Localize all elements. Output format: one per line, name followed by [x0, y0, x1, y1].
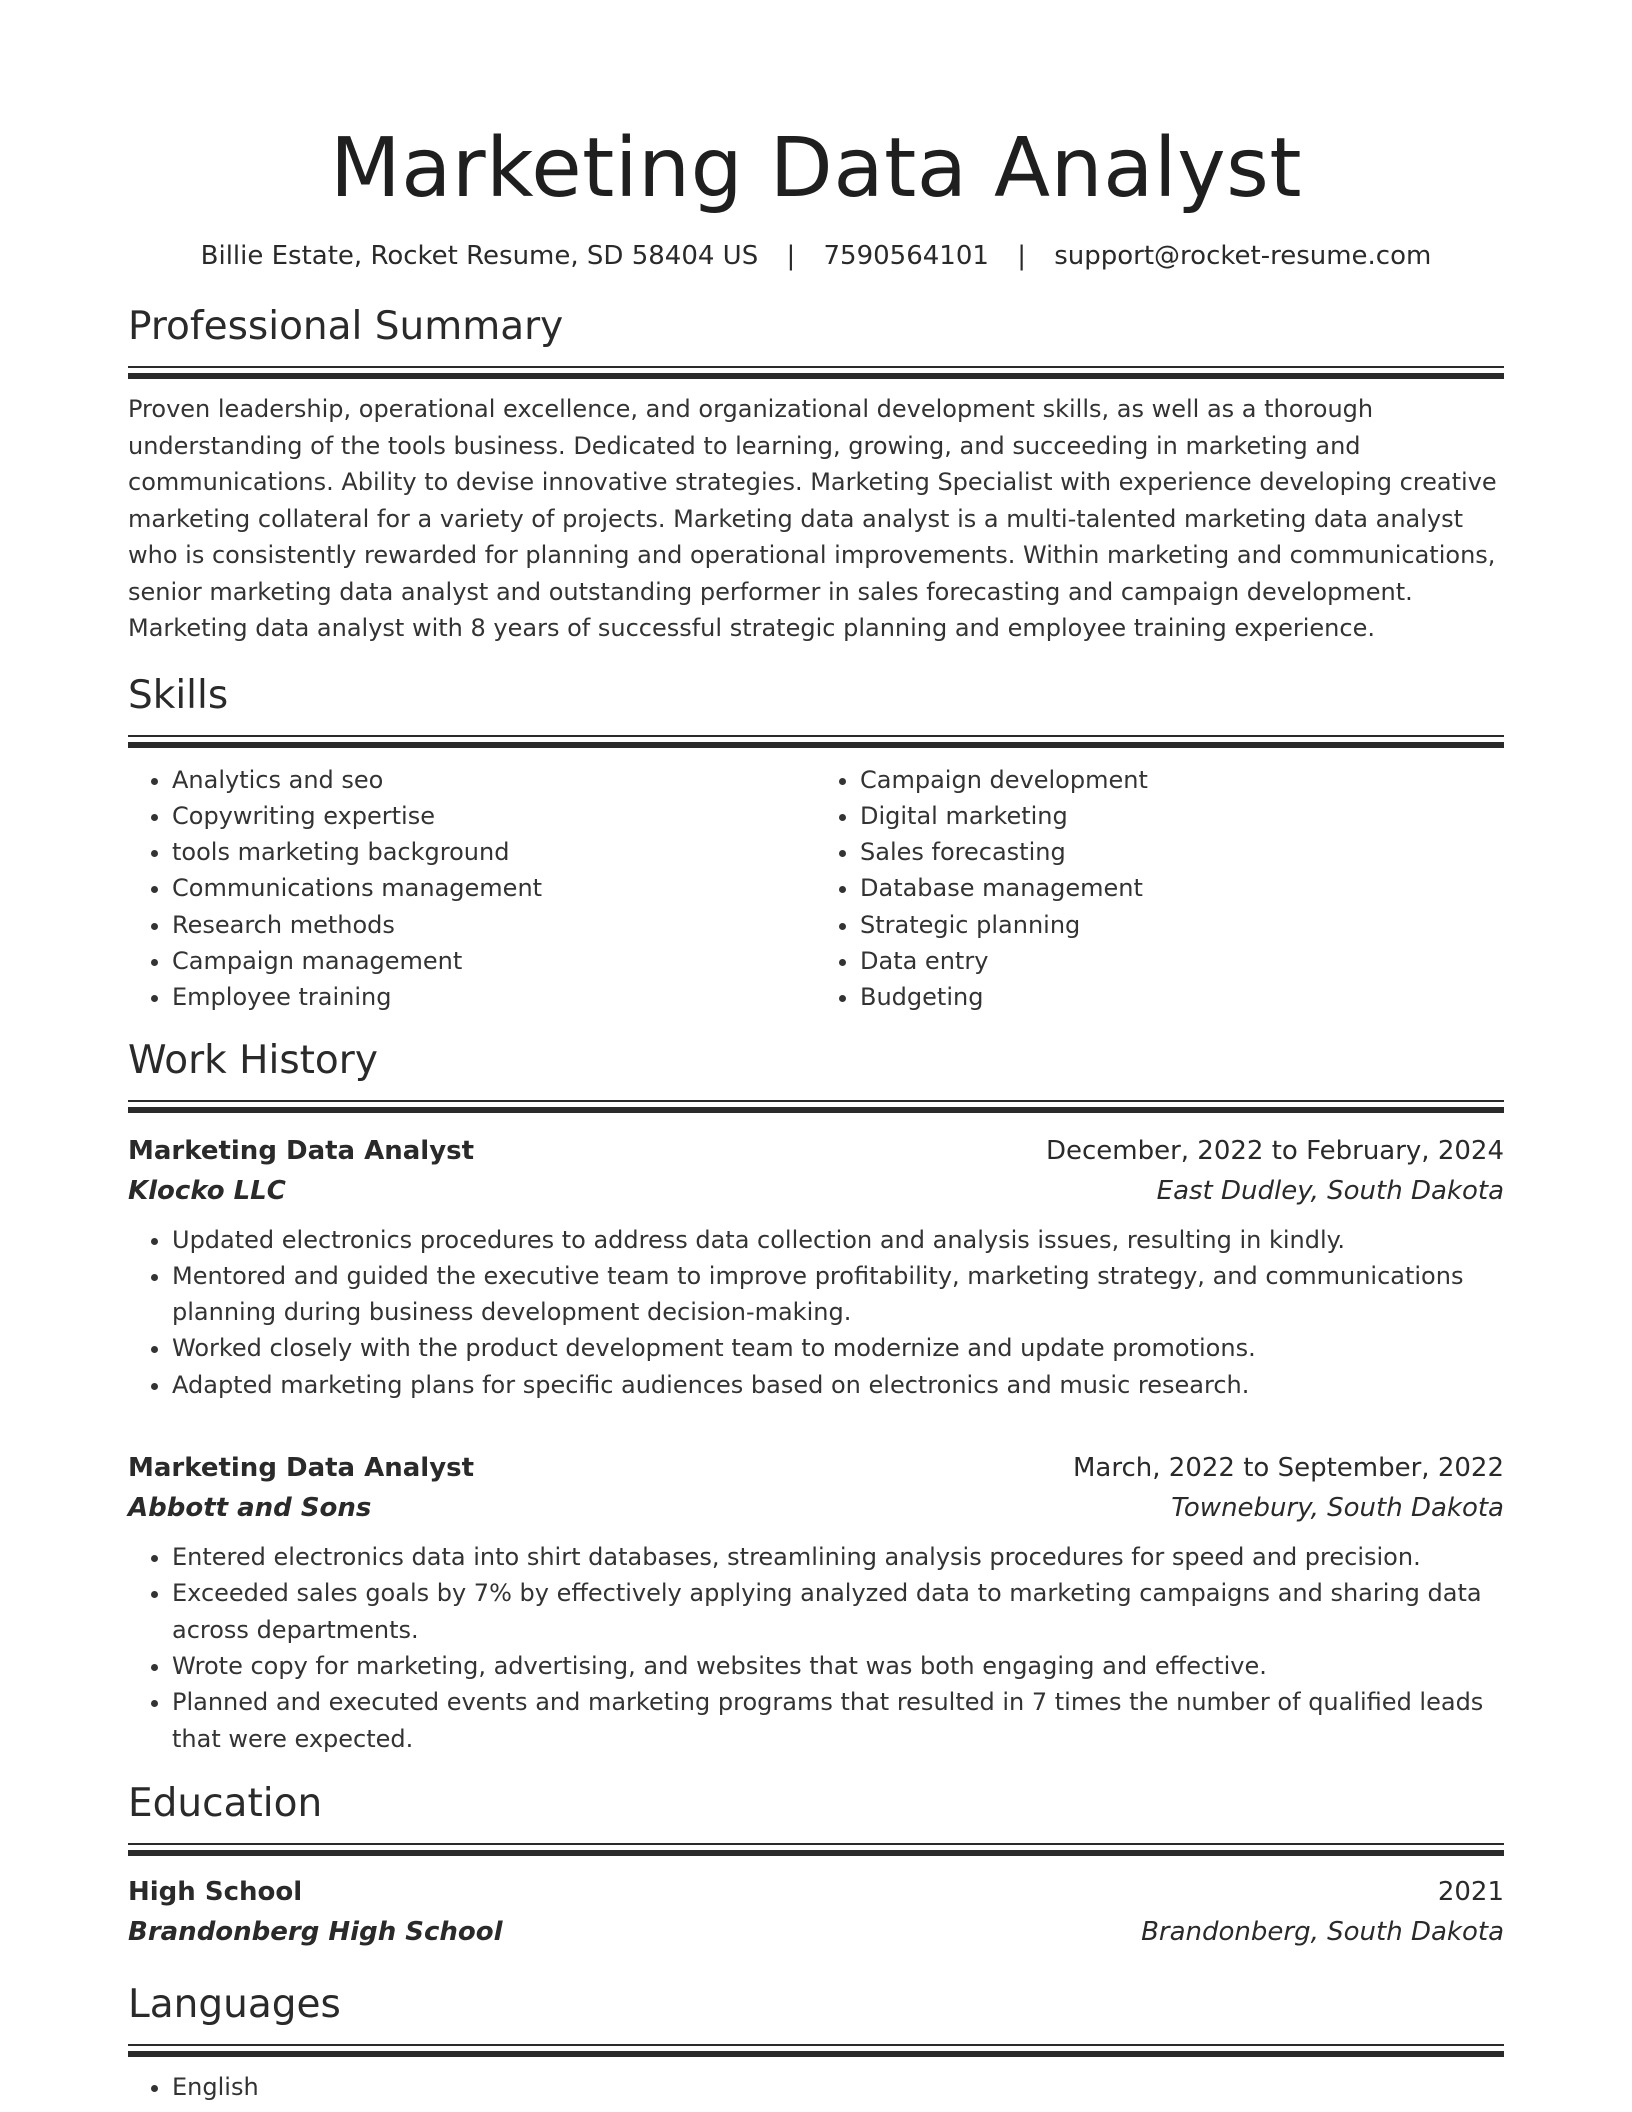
education-header-row — [128, 1872, 1504, 1912]
skills-section — [128, 671, 1504, 1016]
contact-separator: | — [1017, 241, 1026, 271]
contact-address: Billie Estate, Rocket Resume, SD 58404 US — [200, 241, 759, 271]
job-title: Marketing Data Analyst — [128, 1135, 475, 1166]
skill-item: • Strategic planning — [860, 907, 1504, 943]
job-bullet: • Mentored and guided the executive team to improve profitability, marketing strategy, and communications planning during business development decision-making. — [172, 1258, 1504, 1331]
contact-phone: 7590564101 — [823, 241, 989, 271]
skill-item: • tools marketing background — [172, 834, 816, 870]
skill-item: • Employee training — [172, 979, 816, 1015]
section-divider — [128, 1100, 1504, 1113]
job-bullet: • Worked closely with the product development team to modernize and update promotions. — [172, 1330, 1504, 1366]
education-entry — [128, 1872, 1504, 1952]
job-company-row — [128, 1171, 1504, 1211]
job-location: Townebury, South Dakota — [1171, 1493, 1504, 1524]
education-year: 2021 — [1437, 1876, 1504, 1907]
summary-text: Proven leadership, operational excellence, and organizational development skills, as well as a thorough understanding of the tools business. Dedicated to learning, growing, and succeeding in marketing and communications. Ability to devise innovative strategies. Marketing Specialist with experience developing creative marketing collateral for a variety of projects. Marketing data analyst is a multi-talented marketing data analyst who is consistently rewarded for planning and operational improvements. Within marketing and communications, senior marketing data analyst and outstanding performer in sales forecasting and campaign development. Marketing data analyst with 8 years of successful strategic planning and employee training experience. — [128, 395, 1497, 642]
skills-list-right — [816, 762, 1504, 1016]
skill-item: • Analytics and seo — [172, 762, 816, 798]
job-bullet: • Updated electronics procedures to address data collection and analysis issues, resulting in kindly. — [172, 1222, 1504, 1258]
section-divider — [128, 366, 1504, 379]
section-title: Professional Summary — [128, 304, 564, 349]
section-title: Languages — [128, 1981, 341, 2027]
resume-title: Marketing Data Analyst — [329, 121, 1303, 216]
section-title: Education — [128, 1780, 323, 1826]
work-history-section — [128, 1036, 1504, 1757]
skill-item: • Campaign development — [860, 762, 1504, 798]
skill-item: • Data entry — [860, 943, 1504, 979]
job-bullet: • Wrote copy for marketing, advertising, and websites that was both engaging and effective. — [172, 1648, 1504, 1684]
education-school: Brandonberg High School — [128, 1916, 503, 1947]
contact-email: support@rocket-resume.com — [1054, 241, 1432, 271]
job-company: Abbott and Sons — [128, 1493, 372, 1524]
skill-item: • Database management — [860, 870, 1504, 906]
education-school-row — [128, 1912, 1504, 1952]
job-company: Klocko LLC — [128, 1175, 286, 1206]
skill-item: • Research methods — [172, 907, 816, 943]
job-header-row — [128, 1448, 1504, 1488]
job-dates: March, 2022 to September, 2022 — [1073, 1453, 1504, 1484]
languages-section — [128, 1980, 1504, 2105]
skill-item: • Communications management — [172, 870, 816, 906]
skill-item: • Digital marketing — [860, 798, 1504, 834]
job-bullet: • Planned and executed events and marketing programs that resulted in 7 times the number of qualified leads that were expected. — [172, 1684, 1504, 1757]
skill-item: • Budgeting — [860, 979, 1504, 1015]
education-section — [128, 1779, 1504, 1952]
job-bullet: • Exceeded sales goals by 7% by effectively applying analyzed data to marketing campaigns and sharing data across departments. — [172, 1575, 1504, 1648]
skills-list-left — [128, 762, 816, 1016]
job-title: Marketing Data Analyst — [128, 1453, 475, 1484]
language-item: • English — [172, 2069, 1504, 2105]
job-entry — [128, 1131, 1504, 1403]
skill-item: • Sales forecasting — [860, 834, 1504, 870]
job-location: East Dudley, South Dakota — [1156, 1175, 1504, 1206]
section-divider — [128, 2044, 1504, 2057]
job-bullets — [128, 1222, 1504, 1403]
education-degree: High School — [128, 1876, 303, 1907]
job-company-row — [128, 1488, 1504, 1528]
job-dates: December, 2022 to February, 2024 — [1045, 1135, 1504, 1166]
job-bullets — [128, 1539, 1504, 1757]
education-location: Brandonberg, South Dakota — [1141, 1916, 1504, 1947]
contact-separator: | — [786, 241, 796, 271]
skills-columns — [128, 762, 1504, 1016]
job-header-row — [128, 1131, 1504, 1171]
professional-summary-section — [128, 302, 1504, 647]
skill-item: • Copywriting expertise — [172, 798, 816, 834]
skill-item: • Campaign management — [172, 943, 816, 979]
job-bullet: • Entered electronics data into shirt databases, streamlining analysis procedures for speed and precision. — [172, 1539, 1504, 1575]
section-title: Work History — [128, 1037, 378, 1083]
contact-line — [128, 238, 1504, 274]
section-divider — [128, 735, 1504, 748]
job-bullet: • Adapted marketing plans for specific audiences based on electronics and music research. — [172, 1367, 1504, 1403]
job-entry — [128, 1448, 1504, 1757]
section-title: Skills — [128, 672, 229, 718]
section-divider — [128, 1843, 1504, 1856]
languages-list — [128, 2069, 1504, 2105]
